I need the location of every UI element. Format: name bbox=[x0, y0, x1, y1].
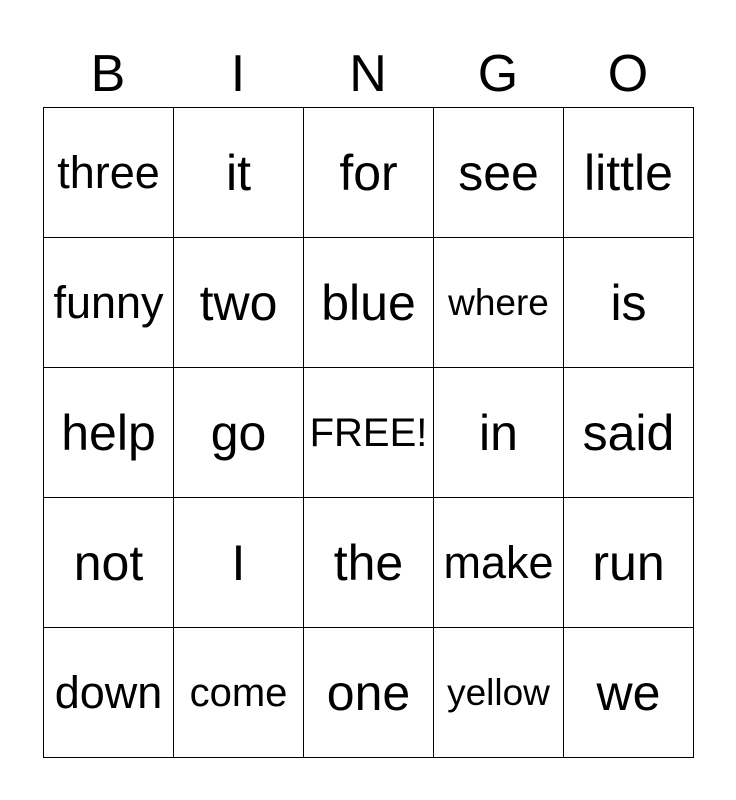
bingo-cell-r5-c1[interactable]: down bbox=[44, 628, 174, 758]
bingo-cell-r2-c2[interactable]: two bbox=[174, 238, 304, 368]
bingo-cell-r1-c1[interactable]: three bbox=[44, 108, 174, 238]
header-letter-o: O bbox=[607, 45, 649, 103]
header-letter-g: G bbox=[477, 45, 519, 103]
bingo-cell-r5-c2[interactable]: come bbox=[174, 628, 304, 758]
bingo-cell-r5-c4[interactable]: yellow bbox=[434, 628, 564, 758]
bingo-cell-r5-c5[interactable]: we bbox=[564, 628, 694, 758]
bingo-cell-r2-c3[interactable]: blue bbox=[304, 238, 434, 368]
bingo-cell-r2-c4[interactable]: where bbox=[434, 238, 564, 368]
bingo-cell-r1-c4[interactable]: see bbox=[434, 108, 564, 238]
bingo-cell-r1-c5[interactable]: little bbox=[564, 108, 694, 238]
bingo-cell-r3-c4[interactable]: in bbox=[434, 368, 564, 498]
bingo-cell-r3-c1[interactable]: help bbox=[44, 368, 174, 498]
bingo-cell-r4-c3[interactable]: the bbox=[304, 498, 434, 628]
bingo-cell-r4-c2[interactable]: I bbox=[174, 498, 304, 628]
bingo-header bbox=[43, 40, 693, 108]
bingo-cell-r2-c5[interactable]: is bbox=[564, 238, 694, 368]
bingo-cell-r4-c4[interactable]: make bbox=[434, 498, 564, 628]
bingo-cell-r1-c3[interactable]: for bbox=[304, 108, 434, 238]
bingo-cell-r4-c1[interactable]: not bbox=[44, 498, 174, 628]
bingo-board bbox=[43, 107, 694, 758]
bingo-cell-r5-c3[interactable]: one bbox=[304, 628, 434, 758]
bingo-cell-r1-c2[interactable]: it bbox=[174, 108, 304, 238]
bingo-cell-free[interactable]: FREE! bbox=[304, 368, 434, 498]
bingo-cell-r3-c5[interactable]: said bbox=[564, 368, 694, 498]
header-letter-i: I bbox=[230, 45, 246, 103]
header-letter-n: N bbox=[349, 45, 387, 103]
bingo-cell-r4-c5[interactable]: run bbox=[564, 498, 694, 628]
header-letter-b: B bbox=[90, 45, 126, 103]
bingo-cell-r2-c1[interactable]: funny bbox=[44, 238, 174, 368]
bingo-cell-r3-c2[interactable]: go bbox=[174, 368, 304, 498]
